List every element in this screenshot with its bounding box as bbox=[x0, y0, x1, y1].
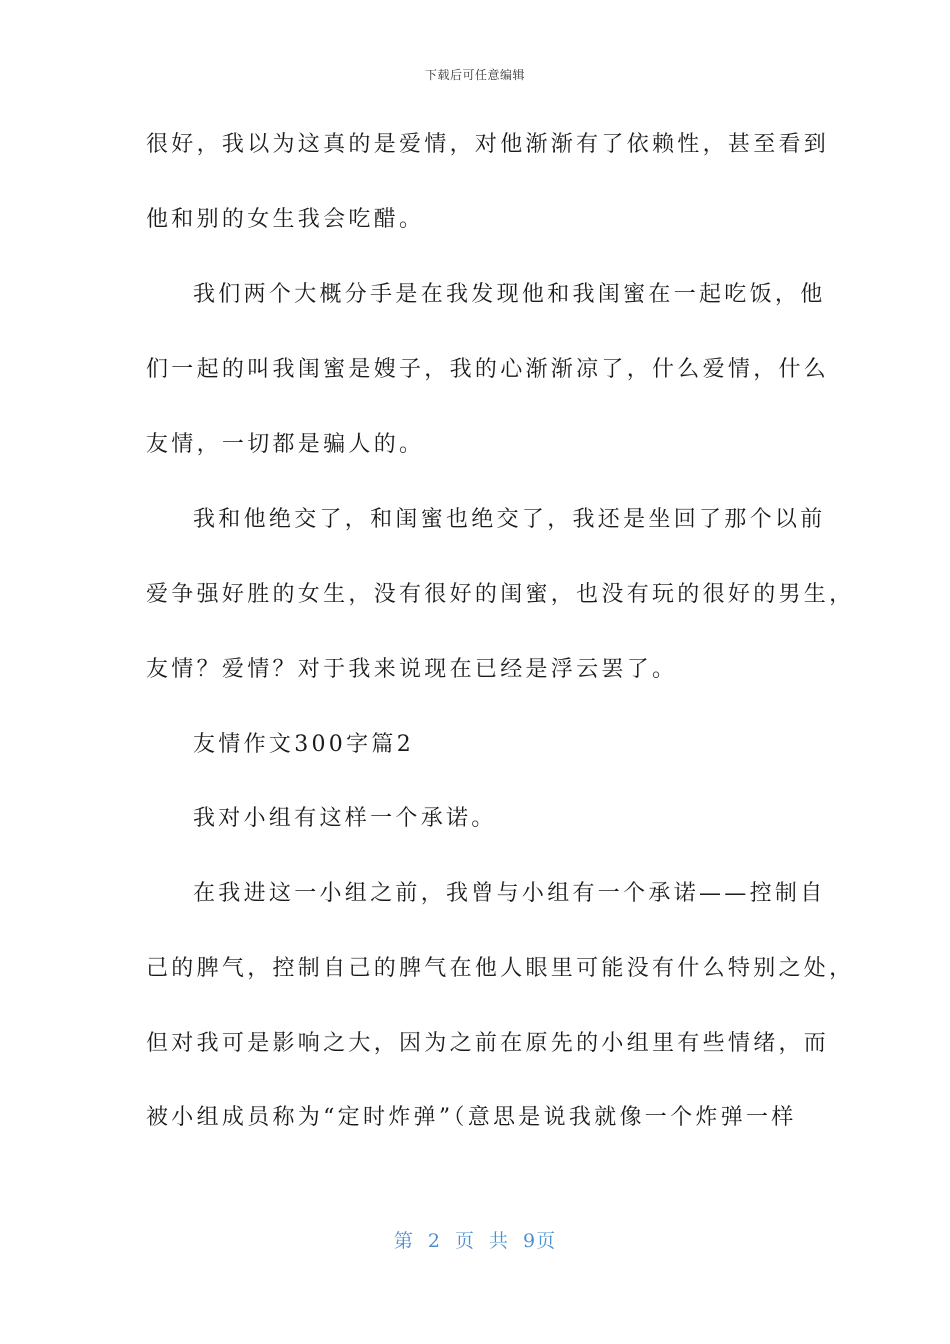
text-line: 友情，一切都是骗人的。 bbox=[146, 432, 425, 457]
text-line: 我和他绝交了，和闺蜜也绝交了，我还是坐回了那个以前 bbox=[193, 507, 826, 532]
text-line: 爱争强好胜的女生，没有很好的闺蜜，也没有玩的很好的男生， bbox=[146, 582, 855, 607]
text-line: 己的脾气，控制自己的脾气在他人眼里可能没有什么特别之处， bbox=[146, 956, 855, 981]
text-line: 在我进这一小组之前，我曾与小组有一个承诺——控制自 bbox=[193, 881, 826, 906]
section-heading: 友情作文300字篇2 bbox=[193, 732, 414, 757]
text-line: 友情？爱情？对于我来说现在已经是浮云罢了。 bbox=[146, 657, 678, 682]
text-line: 他和别的女生我会吃醋。 bbox=[146, 207, 425, 232]
footer-prefix: 第 bbox=[393, 1230, 414, 1252]
page-header: 下载后可任意编辑 bbox=[424, 68, 525, 82]
total-pages: 9页 bbox=[523, 1230, 557, 1252]
footer-total-word: 共 bbox=[489, 1230, 510, 1252]
page-footer bbox=[0, 1226, 950, 1253]
page-number: 2 bbox=[427, 1230, 441, 1252]
text-line: 我们两个大概分手是在我发现他和我闺蜜在一起吃饭，他 bbox=[193, 282, 826, 307]
text-line: 但对我可是影响之大，因为之前在原先的小组里有些情绪，而 bbox=[146, 1031, 830, 1056]
text-line: 我对小组有这样一个承诺。 bbox=[193, 806, 497, 831]
text-line: 们一起的叫我闺蜜是嫂子，我的心渐渐凉了，什么爱情，什么 bbox=[146, 357, 830, 382]
footer-page-word: 页 bbox=[454, 1230, 475, 1252]
text-line: 很好，我以为这真的是爱情，对他渐渐有了依赖性，甚至看到 bbox=[146, 132, 830, 157]
text-line: 被小组成员称为“定时炸弹”（意思是说我就像一个炸弹一样 bbox=[146, 1105, 797, 1130]
